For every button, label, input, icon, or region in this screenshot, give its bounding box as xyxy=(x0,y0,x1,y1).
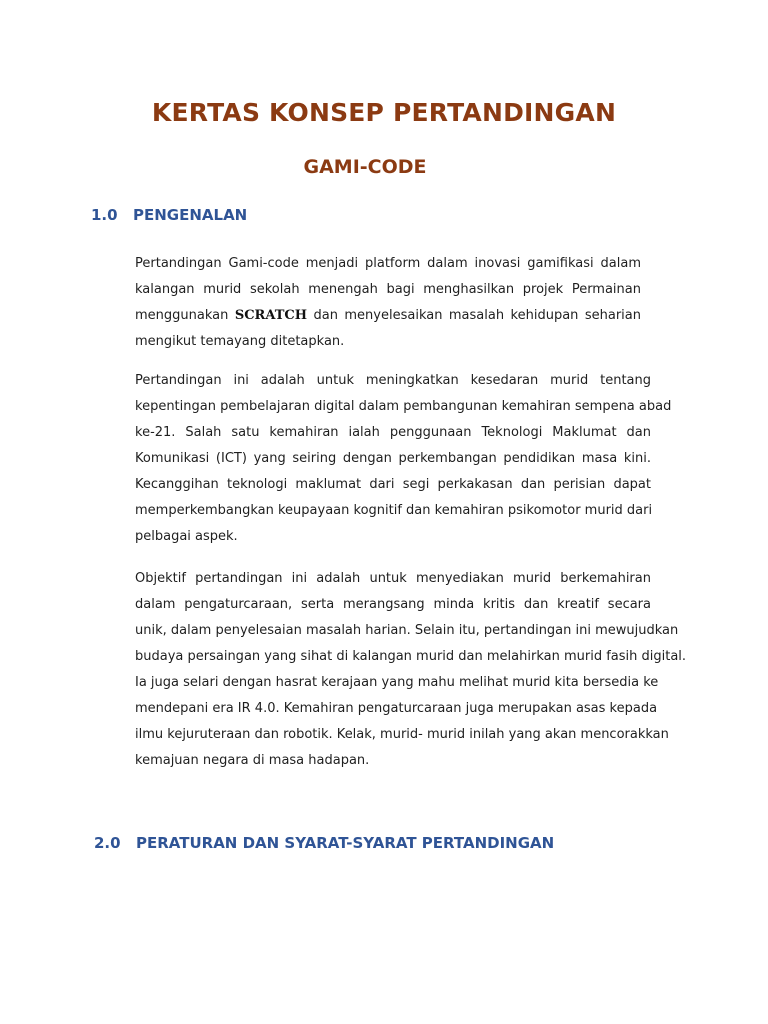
paragraph-2-line: pelbagai aspek. xyxy=(135,529,238,544)
section-number-1: 1.0 xyxy=(91,206,118,224)
paragraph-3-line: dalam pengaturcaraan, serta merangsang minda kritis dan kreatif secara xyxy=(135,597,651,612)
paragraph-2-line: Komunikasi (ICT) yang seiring dengan perkembangan pendidikan masa kini. xyxy=(135,451,651,466)
paragraph-1-line-3-after: dan menyelesaikan masalah kehidupan seharian xyxy=(307,308,641,323)
paragraph-2-line: kepentingan pembelajaran digital dalam pembangunan kemahiran sempena abad xyxy=(135,399,672,414)
paragraph-1-line-3 xyxy=(135,303,641,329)
section-heading-1 xyxy=(91,206,247,224)
section-number-2: 2.0 xyxy=(94,834,121,852)
paragraph-2-line: memperkembangkan keupayaan kognitif dan kemahiran psikomotor murid dari xyxy=(135,503,653,518)
paragraph-3-line: budaya persaingan yang sihat di kalangan murid dan melahirkan murid fasih digital. xyxy=(135,649,687,664)
paragraph-1-line-3-before: menggunakan xyxy=(135,308,235,323)
paragraph-1-line-4: mengikut temayang ditetapkan. xyxy=(135,334,345,349)
paragraph-3-line: mendepani era IR 4.0. Kemahiran pengaturcaraan juga merupakan asas kepada xyxy=(135,701,658,716)
paragraph-3-line: ilmu kejuruteraan dan robotik. Kelak, murid- murid inilah yang akan mencorakkan xyxy=(135,727,669,742)
paragraph-2-line: Pertandingan ini adalah untuk meningkatkan kesedaran murid tentang xyxy=(135,373,651,388)
section-heading-2 xyxy=(94,834,554,852)
section-title-1: PENGENALAN xyxy=(133,206,248,224)
scratch-bold-text: SCRATCH xyxy=(234,308,308,323)
paragraph-3-line: Ia juga selari dengan hasrat kerajaan yang mahu melihat murid kita bersedia ke xyxy=(135,675,659,690)
paragraph-1-line-1: Pertandingan Gami-code menjadi platform dalam inovasi gamifikasi dalam xyxy=(135,256,641,271)
paragraph-3-line: Objektif pertandingan ini adalah untuk menyediakan murid berkemahiran xyxy=(135,571,651,586)
paragraph-2-line: ke-21. Salah satu kemahiran ialah penggunaan Teknologi Maklumat dan xyxy=(135,425,651,440)
paragraph-2 xyxy=(135,368,672,550)
paragraph-1-line-2: kalangan murid sekolah menengah bagi menghasilkan projek Permainan xyxy=(135,282,641,297)
document-title: KERTAS KONSEP PERTANDINGAN xyxy=(151,98,617,127)
paragraph-3-line: kemajuan negara di masa hadapan. xyxy=(135,753,370,768)
paragraph-3-line: unik, dalam penyelesaian masalah harian. Selain itu, pertandingan ini mewujudkan xyxy=(135,623,679,638)
section-title-2: PERATURAN DAN SYARAT-SYARAT PERTANDINGAN xyxy=(136,834,555,852)
paragraph-3 xyxy=(135,566,687,774)
paragraph-1 xyxy=(135,251,641,355)
document-subtitle: GAMI-CODE xyxy=(303,156,427,178)
paragraph-2-line: Kecanggihan teknologi maklumat dari segi perkakasan dan perisian dapat xyxy=(135,477,651,492)
